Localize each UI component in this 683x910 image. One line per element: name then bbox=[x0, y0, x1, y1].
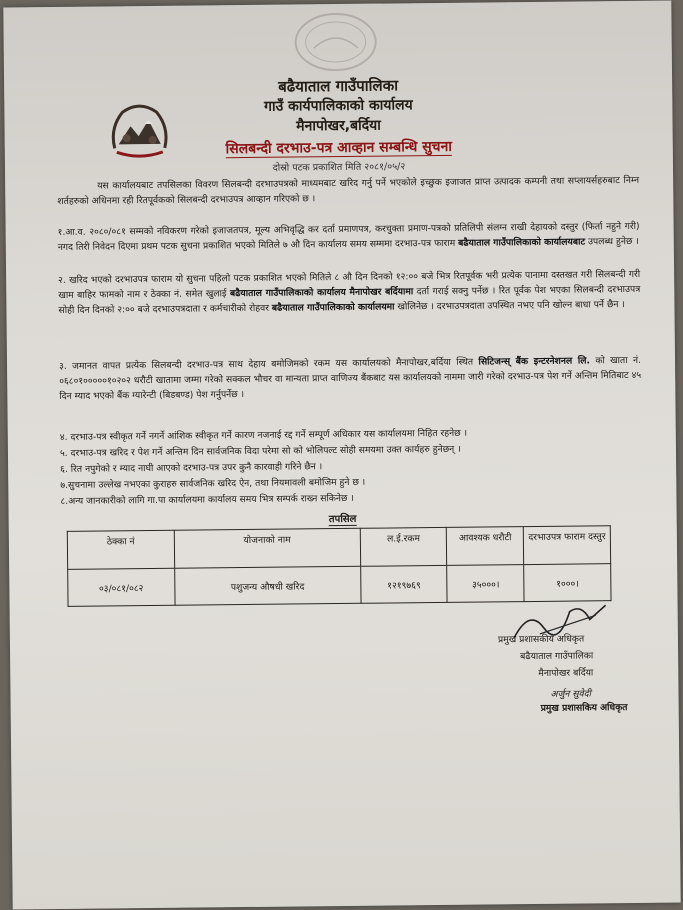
condition-2-mid: दर्ता गराई सक्नु पर्नेछ । रित पूर्वक पेश भएका सिलबन्दी दरभाउपत्र सोही दिन दिनको २:०० बजे दरभाउपत्रदाता र कर्मचारीको रोहवर bbox=[58, 284, 641, 317]
condition-1-office: बढैयाताल गाउँपालिकाको कार्यालयबाट bbox=[458, 236, 586, 249]
condition-3-bank: सिटिजन्स् बैंक इन्टरनेशनल लि. bbox=[478, 355, 590, 368]
notice-title-text: सिलबन्दी दरभाउ-पत्र आव्हान सम्बन्धि सुचना bbox=[225, 138, 453, 158]
signatory-name: अर्जुन सुवेदी bbox=[550, 688, 592, 700]
col-contract-no: ठेक्का नं bbox=[67, 530, 174, 569]
condition-2-text: २. खरिद भएको दरभाउपत्र फाराम यो सुचना पहिलो पटक प्रकाशित भएको मितिले ८ औ दिन दिनको १२:०० बजे भित्र रितपूर्वक भरी प्रत्येक पानामा दस्तखत गरी सिलबन्दी गरी खाम बाहिर फामको नाम र ठेक्का नं. समेत खुलाई bbox=[58, 268, 641, 302]
condition-2-office: बढैयाताल गाउँपालिकाको कार्यालय मैनापोखर बर्दियामा bbox=[229, 286, 414, 300]
condition-3-text: ३. जमानत वापत प्रत्येक सिलबन्दी दरभाउ-पत्र साथ देहाय बमोजिमको रकम यस कार्यालयको मैनापोखर,बर्दिया स्थित bbox=[58, 356, 474, 372]
faded-seal-stamp bbox=[285, 8, 386, 75]
col-estimate: ल.ई.रकम bbox=[360, 527, 447, 566]
table-header-row bbox=[67, 526, 610, 570]
publication-date: दोस्रो पटक प्रकाशित मिति २०८१/०५/२ bbox=[272, 161, 406, 174]
condition-3 bbox=[59, 353, 641, 405]
signatory-place: मैनापोखर बर्दिया bbox=[538, 667, 594, 679]
condition-7: ७.सुचनामा उल्लेख नभएका कुराहरु सार्वजनिक खरिद ऐन, तथा नियमावली बमोजिम हुने छ । bbox=[60, 476, 366, 491]
condition-5: ५. दरभाउ-पत्र खरिद र पेश गर्ने अन्तिम दिन सार्वजनिक विदा परेमा सो को भोलिपल्ट सोही समयमा उक्त कार्यहरु हुनेछन् । bbox=[59, 443, 461, 459]
cell-contract-no: ०३/०८१/०८२ bbox=[68, 568, 175, 606]
office-location: मैनापोखर,बर्दिया bbox=[296, 117, 381, 135]
condition-1-text: १.आ.व. २०८०/०८१ सम्मको नविकरण गरेको इजाजतपत्र, मूल्य अभिवृद्धि कर दर्ता प्रमाणपत्र, करचुक्ता प्रमाण-पत्रको प्रतिलिपी संलग्न राखी देहायको दस्तुर (फिर्ता नहुने गरी) नगद तिरी निवेदन दिएमा प्रथम पटक सुचना प्रकाशित भएको मितिले ७ औ दिन कार्यालय समय सम्ममा दरभाउ-पत्र फाराम bbox=[57, 220, 640, 254]
schedule-table bbox=[67, 525, 612, 607]
condition-6: ६. रित नपुगेको र म्याद नाघी आएको दरभाउ-पत्र उपर कुनै कारवाही गरिने छैन । bbox=[60, 461, 323, 475]
signatory-stamp: प्रमुख प्रशासकिय अधिकृत bbox=[540, 702, 628, 714]
condition-2 bbox=[58, 267, 640, 319]
condition-1-end: उपलब्ध हुनेछ । bbox=[587, 236, 639, 248]
col-form-fee: दरभाउपत्र फाराम दस्तुर bbox=[524, 526, 611, 565]
cell-plan-name: पशुजन्य औषधी खरिद bbox=[174, 566, 360, 605]
office-name: गाउँ कार्यपालिकाको कार्यालय bbox=[263, 97, 413, 115]
cell-form-fee: १०००। bbox=[524, 564, 611, 602]
condition-3-end: को खाता नं. ०६८०१०००००१०२०२ धरौटी खातामा जम्मा गरेको सक्कल भौचर वा मान्यता प्राप्त वाणिज्य बैंकबाट यस कार्यालयको नाममा जारी गरेको दरभाउ-पत्र पेश गर्ने अन्तिम मितिबाट ४५ दिन म्याद भएको बैंक ग्यारेन्टी (बिडबण्ड) पेश गर्नुपर्नेछ । bbox=[59, 354, 642, 403]
condition-1 bbox=[58, 219, 640, 255]
col-plan-name: योजनाको नाम bbox=[174, 528, 360, 568]
condition-2-end: खोलिनेछ । दरभाउपत्रदाता उपस्थित नभए पनि खोल्न बाधा पर्ने छैन । bbox=[397, 299, 625, 313]
cell-estimate: १२१९७६९ bbox=[360, 565, 447, 603]
notice-sheet bbox=[3, 1, 680, 910]
condition-8: ८.अन्य जानकारीको लागि गा.पा कार्यालयमा कार्यालय समय भित्र सम्पर्क राख्न सकिनेछ । bbox=[60, 492, 354, 507]
condition-4: ४. दरभाउ-पत्र स्वीकृत गर्ने नगर्ने आंशिक स्वीकृत गर्ने कारण नजनाई रद्द गर्ने सम्पूर्ण अधिकार यस कार्यालयमा निहित रहनेछ । bbox=[59, 427, 468, 443]
signatory-title: प्रमुख प्रशासकीय अधिकृत bbox=[497, 633, 585, 646]
signatory-municipality: बढैयाताल गाउँपालिका bbox=[520, 650, 594, 663]
schedule-label-text: तपसिल bbox=[328, 513, 357, 526]
municipality-name: बढैयाताल गाउँपालिका bbox=[278, 76, 399, 96]
condition-2-office-2: बढैयाताल गाउँपालिकाको कार्यालयमा bbox=[271, 301, 395, 315]
cell-deposit: ३५०००। bbox=[447, 565, 524, 603]
intro-paragraph: यस कार्यालयबाट तपसिलका विवरण सिलबन्दी दरभाउपत्रको माध्यमबाट खरिद गर्नु पर्ने भएकोले इच्छुक इजाजत प्राप्त उत्पादक कम्पनी तथा सप्लायर्सहरुबाट निम्न शर्तहरुको अधिनमा रही रितपूर्वकको सिलबन्दी दरभाउपत्र आव्हान गरिएको छ । bbox=[57, 174, 640, 208]
col-deposit: आवश्यक धरौटी bbox=[447, 527, 524, 566]
